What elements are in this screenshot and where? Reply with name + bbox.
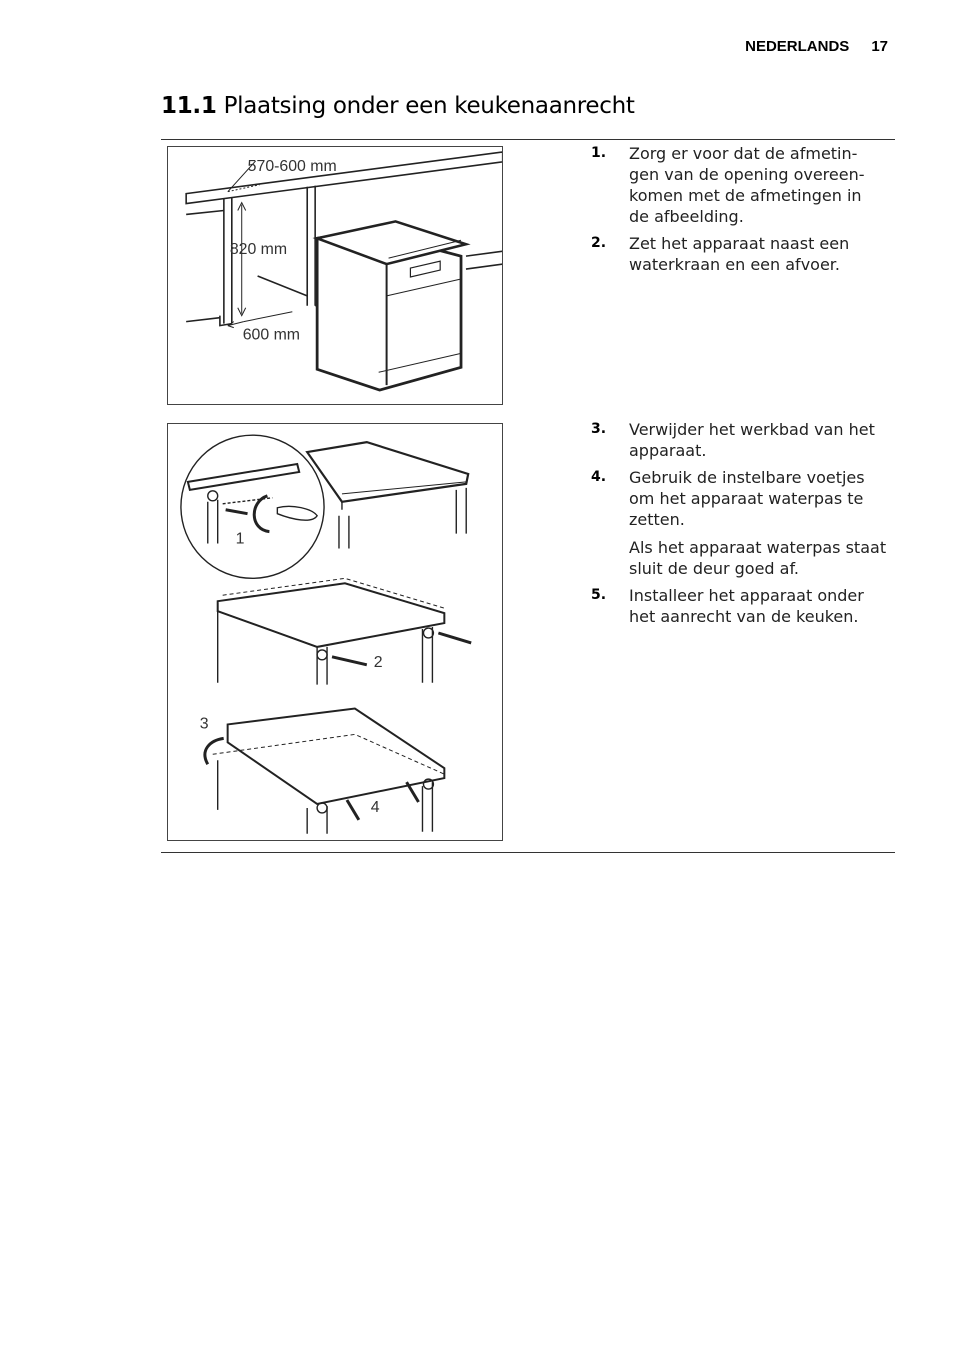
top-divider xyxy=(161,139,895,140)
step-note: Als het apparaat waterpas staat sluit de deur goed af. xyxy=(629,538,887,578)
step-text: Verwijder het werkbad van het apparaat. xyxy=(629,420,875,460)
step-number: 2. xyxy=(591,235,607,251)
figure-dimensions xyxy=(167,146,503,405)
width-label: 570-600 mm xyxy=(247,157,337,175)
step-item xyxy=(591,419,887,461)
step-text: Installeer het apparaat onder het aanrecht van de keuken. xyxy=(629,586,864,626)
height-label: 820 mm xyxy=(229,241,288,259)
step-item xyxy=(591,467,887,579)
figure-levelling xyxy=(167,423,503,841)
levelling-illustration xyxy=(168,424,502,840)
steps-list-dimensions xyxy=(591,143,881,281)
step-item xyxy=(591,143,881,227)
page-header xyxy=(745,38,888,55)
section-title-text: Plaatsing onder een keukenaanrecht xyxy=(223,93,635,119)
step-item xyxy=(591,585,887,627)
step-text: Zet het apparaat naast een waterkraan en een afvoer. xyxy=(629,234,850,274)
page-number: 17 xyxy=(871,38,888,55)
step-label-2: 2 xyxy=(373,653,383,671)
step-number: 5. xyxy=(591,587,607,603)
section-number: 11.1 xyxy=(161,93,217,119)
section-title xyxy=(161,93,635,119)
dimensions-illustration xyxy=(168,147,502,404)
step-text: Gebruik de instelbare voetjes om het apparaat waterpas te zetten. xyxy=(629,468,865,529)
step-label-1: 1 xyxy=(235,530,245,548)
depth-label: 600 mm xyxy=(242,326,301,344)
step-number: 3. xyxy=(591,421,607,437)
header-language: NEDERLANDS xyxy=(745,38,850,55)
bottom-divider xyxy=(161,852,895,853)
step-item xyxy=(591,233,881,275)
step-label-4: 4 xyxy=(370,798,380,816)
step-text: Zorg er voor dat de afmetin-gen van de opening overeen-komen met de afmetingen in de afbeelding. xyxy=(629,144,865,226)
steps-list-levelling xyxy=(591,419,887,633)
step-label-3: 3 xyxy=(199,715,209,733)
step-number: 4. xyxy=(591,469,607,485)
step-number: 1. xyxy=(591,145,607,161)
